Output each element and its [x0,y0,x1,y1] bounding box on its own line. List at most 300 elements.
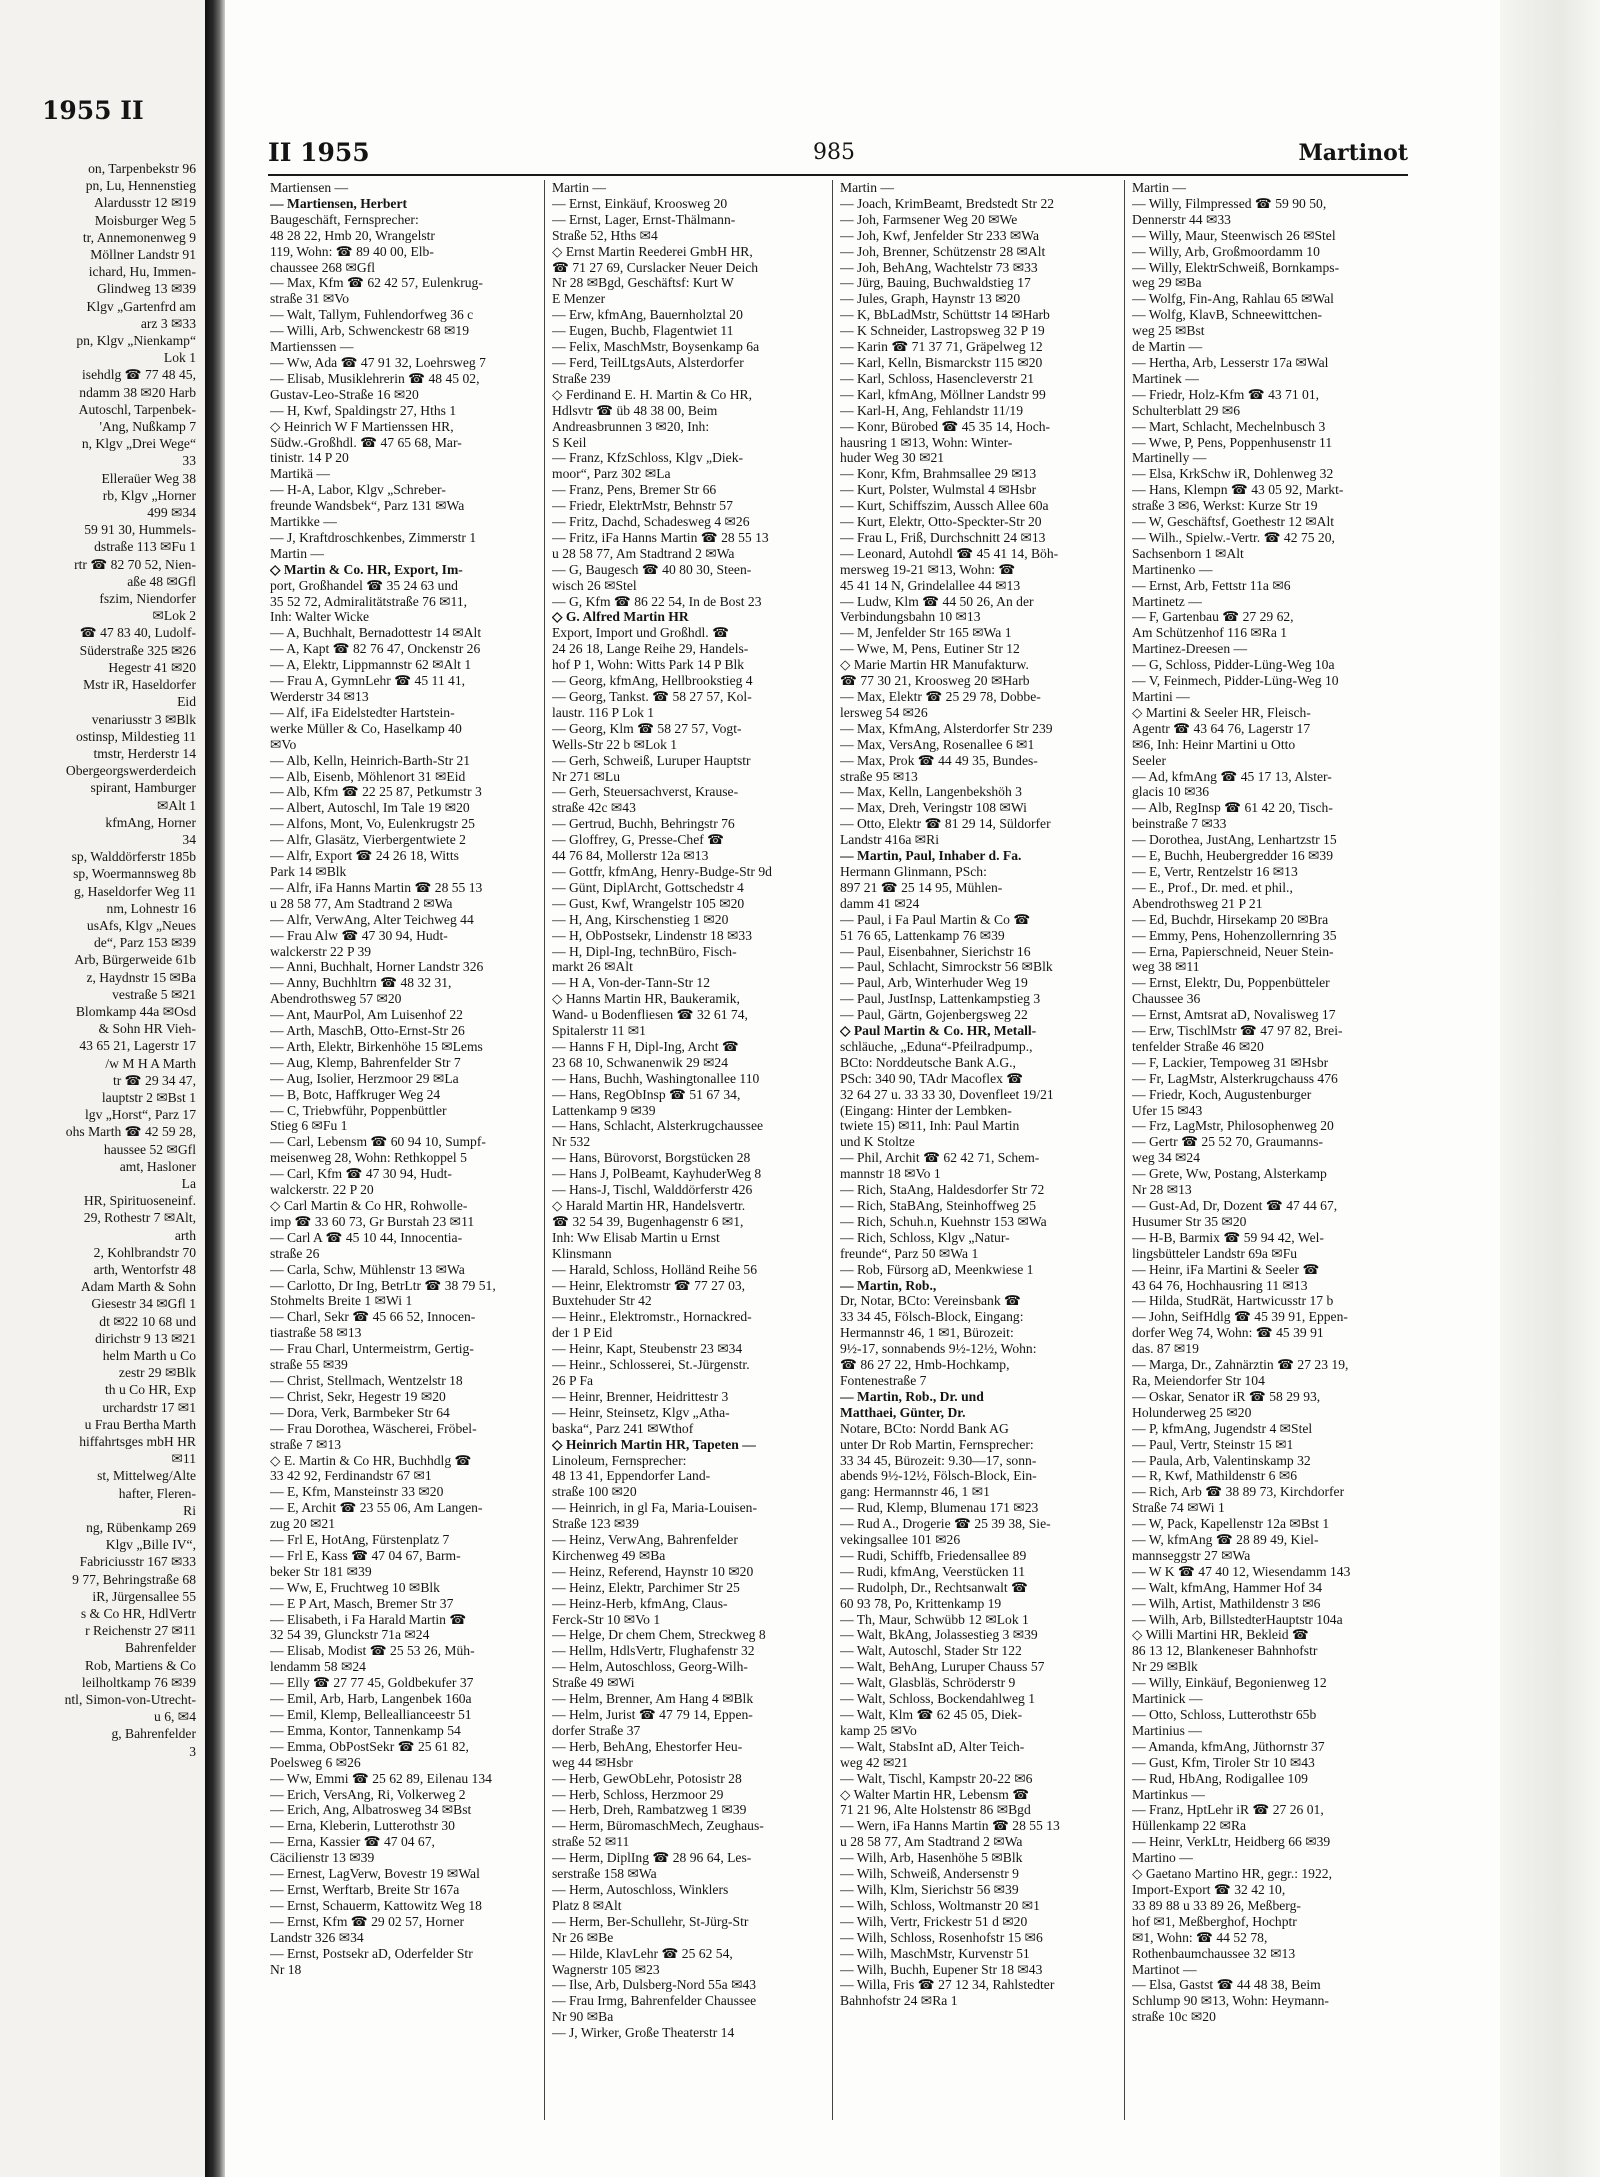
directory-entry-line: Nr 28 ✉13 [1132,1182,1192,1198]
directory-entry-line: — Ernst, Kfm ☎ 29 02 57, Horner [270,1913,465,1929]
strip-line: Bahrenfelder [125,1640,196,1656]
previous-page-text [0,160,200,1760]
strip-line: 2, Kohlbrandstr 70 [93,1244,196,1260]
directory-entry-line: 43 64 76, Hochhausring 11 ✉13 [1132,1277,1308,1293]
directory-entry-line: Martikke — [270,514,337,530]
strip-line: lgv „Horst“, Parz 17 [85,1107,196,1123]
directory-entry-line: — Paula, Arb, Valentinskamp 32 [1132,1452,1311,1468]
directory-entry-line: — Ad, kfmAng ☎ 45 17 13, Alster- [1132,768,1332,784]
strip-line: Moisburger Weg 5 [94,212,196,228]
strip-line: nm, Lohnestr 16 [106,900,196,916]
directory-entry-line: Chaussee 36 [1132,991,1201,1007]
directory-entry-line: (Eingang: Hinter der Lembken- [840,1102,1012,1118]
directory-entry-line: — Alfr, Glasätz, Vierbergentwiete 2 [270,832,466,848]
strip-line: Möllner Landstr 91 [90,247,196,263]
directory-entry-line: S Keil [552,434,587,450]
directory-entry-line: Verbindungsbahn 10 ✉13 [840,609,981,625]
directory-entry-line: — Aug, Klemp, Bahrenfelder Str 7 [270,1054,461,1070]
directory-entry-line: — Charl, Sekr ☎ 45 66 52, Innocen- [270,1309,476,1325]
directory-entry-line: — Paul, JustInsp, Lattenkampstieg 3 [840,991,1041,1007]
directory-entry-line: ◇ Ernst Martin Reederei GmbH HR, [552,243,753,259]
directory-entry-line: Dr, Notar, BCto: Vereinsbank ☎ [840,1293,1021,1309]
directory-entry-line: — John, SeifHdlg ☎ 45 39 91, Eppen- [1132,1309,1348,1325]
directory-entry-line: 60 93 78, Po, Krittenkamp 19 [840,1595,1002,1611]
directory-entry-line: Fontenestraße 7 [840,1372,927,1388]
directory-entry-line: — Walt, BkAng, Jolassestieg 3 ✉39 [840,1627,1038,1643]
directory-entry-line: — Walt, Glasbläs, Schröderstr 9 [840,1675,1016,1691]
directory-entry-line: — Erw, kfmAng, Bauernholztal 20 [552,307,743,323]
directory-entry-line: ✉6, Inh: Heinr Martini u Otto [1132,736,1296,752]
directory-entry-line: — Felix, MaschMstr, Boysenkamp 6a [552,339,760,355]
directory-entry-line: Martinez-Dreesen — [1132,641,1248,657]
directory-entry-line: hof P 1, Wohn: Witts Park 14 P Blk [552,657,745,673]
directory-entry-line: — Ww, Emmi ☎ 25 62 89, Eilenau 134 [270,1770,492,1786]
strip-line: pn, Klgv „Nienkamp“ [76,333,196,349]
directory-entry-line: laustr. 116 P Lok 1 [552,704,655,720]
directory-entry-line: — Otto, Elektr ☎ 81 29 14, Süldorfer [840,816,1051,832]
directory-entry-line: 44 76 84, Mollerstr 12a ✉13 [552,848,709,864]
directory-entry-line: — Alfr, VerwAng, Alter Teichweg 44 [270,911,474,927]
directory-entry-line: Klinsmann [552,1245,612,1261]
page-header [268,138,1408,176]
strip-line: Blomkamp 44a ✉Osd [75,1003,196,1019]
directory-entry-line: — Christ, Stellmach, Wentzelstr 18 [270,1372,463,1388]
directory-entry-line: — Hilde, KlavLehr ☎ 25 62 54, [552,1945,733,1961]
directory-entry-line: Hdlsvtr ☎ üb 48 38 00, Beim [552,402,718,418]
directory-entry-line: meisenweg 28, Wohn: Rethkoppel 5 [270,1150,467,1166]
directory-entry-line: Martino — [1132,1850,1193,1866]
directory-entry-line: Martin — [840,180,894,195]
strip-line: sp, Walddörferstr 185b [71,849,196,865]
directory-entry-line: — Albert, Autoschl, Im Tale 19 ✉20 [270,800,470,816]
directory-entry-line: Landstr 416a ✉Ri [840,832,939,848]
strip-line: sp, Woermannsweg 8b [73,866,196,882]
directory-entry-line: — Wilh, Schweiß, Andersenstr 9 [840,1866,1019,1882]
directory-entry-line: — Elisabeth, i Fa Harald Martin ☎ [270,1611,467,1627]
directory-entry-line: — Gust, Kwf, Wrangelstr 105 ✉20 [552,895,745,911]
directory-entry-line: Stohmelts Breite 1 ✉Wi 1 [270,1293,413,1309]
directory-entry-line: — Wern, iFa Hanns Martin ☎ 28 55 13 [840,1818,1060,1834]
strip-line: Elleraüer Weg 38 [101,470,196,486]
directory-entry-line: — Wilh, Arb, BillstedterHauptstr 104a [1132,1611,1343,1627]
strip-line: 59 91 30, Hummels- [84,522,196,538]
strip-line: Fabriciusstr 167 ✉33 [79,1554,196,1570]
directory-entry-line: — Carl A ☎ 45 10 44, Innocentia- [270,1229,463,1245]
directory-entry-line: ◇ G. Alfred Martin HR [552,609,689,625]
directory-entry-line: — Emma, Kontor, Tannenkamp 54 [270,1722,461,1738]
directory-entry-line: — Fritz, iFa Hanns Martin ☎ 28 55 13 [552,529,769,545]
directory-entry-line: — Hans, Bürovorst, Borgstücken 28 [552,1150,751,1166]
directory-entry-line: Ra, Meiendorfer Str 104 [1132,1372,1265,1388]
directory-entry-line: Martinot — [1132,1961,1197,1977]
directory-entry-line: Seeler [1132,752,1166,768]
directory-entry-line: — Frau Dorothea, Wäscherei, Fröbel- [270,1420,477,1436]
directory-entry-line: — Herb, BehAng, Ehestorfer Heu- [552,1738,743,1754]
strip-line: aße 48 ✉Gfl [127,573,196,589]
strip-line: arth [174,1227,196,1243]
directory-entry-line: straße 55 ✉39 [270,1357,348,1373]
directory-entry-line: straße 7 ✉13 [270,1436,342,1452]
directory-entry-line: Martinenko — [1132,561,1213,577]
directory-entry-line: Hermannstr 46, 1 ✉1, Bürozeit: [840,1325,1014,1341]
directory-entry-line: 71 21 96, Alte Holstenstr 86 ✉Bgd [840,1802,1031,1818]
directory-entry-line: 51 76 65, Lattenkamp 76 ✉39 [840,927,1005,943]
directory-entry-line: Straße 239 [552,370,611,386]
directory-entry-line: chaussee 268 ✉Gfl [270,259,376,275]
directory-entry-line: — Wilh, Klm, Sierichstr 56 ✉39 [840,1881,1019,1897]
directory-entry-line: Nr 29 ✉Blk [1132,1659,1198,1675]
directory-entry-line: — Karl, Kelln, Bismarckstr 115 ✉20 [840,354,1043,370]
directory-entry-line: — Hans-J, Tischl, Walddörferstr 426 [552,1182,753,1198]
directory-entry-line: — Hellm, HdlsVertr, Flughafenstr 32 [552,1643,755,1659]
directory-entry-line: Nr 271 ✉Lu [552,768,621,784]
strip-line: ndamm 38 ✉20 Harb [79,384,196,400]
directory-column-3 [840,180,1136,2137]
strip-line: spirant, Hamburger [90,780,196,796]
strip-line: /w M H A Marth [105,1055,196,1071]
directory-entry-line: u 28 58 77, Am Stadtrand 2 ✉Wa [270,895,453,911]
strip-line: zestr 29 ✉Blk [118,1365,196,1381]
directory-entry-line: — C, Triebwführ, Poppenbüttler [270,1102,447,1118]
strip-line: ohs Marth ☎ 42 59 28, [65,1124,196,1140]
directory-entry-line: Wagnerstr 105 ✉23 [552,1961,660,1977]
strip-line: Glindweg 13 ✉39 [97,281,196,297]
directory-entry-line: — Willy, ElektrSchweiß, Bornkamps- [1132,259,1340,275]
directory-entry-line: — F, Gartenbau ☎ 27 29 62, [1132,609,1294,625]
directory-entry-line: — Marga, Dr., Zahnärztin ☎ 27 23 19, [1132,1357,1349,1373]
directory-entry-line: — Rich, StaAng, Haldesdorfer Str 72 [840,1182,1045,1198]
directory-entry-line: Martinius — [1132,1722,1202,1738]
strip-line: n, Klgv „Drei Wege“ [81,436,196,452]
directory-entry-line: Werderstr 34 ✉13 [270,689,369,704]
directory-entry-line: 23 68 10, Schwanenwik 29 ✉24 [552,1054,729,1070]
directory-entry-line: weg 42 ✉21 [840,1754,909,1770]
directory-entry-line: port, Großhandel ☎ 35 24 63 und [270,577,458,593]
directory-entry-line: Martin — [552,180,606,195]
directory-entry-line: — Ed, Buchdr, Hirsekamp 20 ✉Bra [1132,911,1329,927]
directory-entry-line: Abendrothsweg 57 ✉20 [270,991,402,1007]
directory-entry-line: — Frl E, Kass ☎ 47 04 67, Barm- [270,1547,461,1563]
directory-entry-line: — Alb, Kfm ☎ 22 25 87, Petkumstr 3 [270,784,482,800]
directory-entry-line: — Hans, Buchh, Washingtonallee 110 [552,1070,760,1086]
strip-line: ichard, Hu, Immen- [88,264,196,280]
strip-line: st, Mittelweg/Alte [97,1468,196,1484]
directory-entry-line: — Gertrud, Buchh, Behringstr 76 [552,816,735,832]
strip-line: ✉Lok 2 [152,608,196,624]
directory-entry-line: beker Str 181 ✉39 [270,1563,372,1579]
directory-column-1 [270,180,566,2137]
directory-entry-line: — Ilse, Arb, Dulsberg-Nord 55a ✉43 [552,1977,757,1993]
directory-entry-line: — Willy, Einkäuf, Begonienweg 12 [1132,1675,1327,1691]
previous-page-header: 1955 II [42,96,144,125]
page-margin [1500,0,1600,2177]
strip-line: 33 [182,453,196,469]
directory-entry-line: — Ww, Ada ☎ 47 91 32, Loehrsweg 7 [270,354,486,370]
directory-entry-line: — Rich, Arb ☎ 38 89 73, Kirchdorfer [1132,1484,1345,1500]
directory-entry-line: — Gertr ☎ 25 52 70, Graumanns- [1132,1134,1323,1150]
directory-entry-line: — Heinrich, in gl Fa, Maria-Louisen- [552,1500,757,1516]
directory-entry-line: — J, Kraftdroschkenbes, Zimmerstr 1 [270,529,477,545]
directory-entry-line: — Rich, StaBAng, Steinhoffweg 25 [840,1198,1037,1213]
directory-entry-line: — Anni, Buchhalt, Horner Landstr 326 [270,959,484,975]
directory-entry-line: tinistr. 14 P 20 [270,450,349,466]
directory-entry-line: — Paul, Vertr, Steinstr 15 ✉1 [1132,1436,1294,1452]
directory-entry-line: — Kurt, Schiffszim, Aussch Allee 60a [840,498,1049,514]
directory-entry-line: — Heinr, VerkLtr, Heidberg 66 ✉39 [1132,1834,1331,1850]
directory-entry-line: de Martin — [1132,339,1203,355]
directory-entry-line: straße 26 [270,1245,320,1261]
directory-entry-line: ◇ Heinrich Martin HR, Tapeten — [552,1436,756,1452]
directory-entry-line: — Willi, Arb, Schwenckestr 68 ✉19 [270,323,469,339]
directory-entry-line: — Gust-Ad, Dr, Dozent ☎ 47 44 67, [1132,1198,1338,1213]
directory-entry-line: — A, Kapt ☎ 82 76 47, Onckenstr 26 [270,641,481,657]
strip-line: Lok 1 [163,350,196,366]
directory-entry-line: Schulterblatt 29 ✉6 [1132,402,1241,418]
strip-line: fszim, Niendorfer [99,591,196,607]
directory-entry-line: — Hertha, Arb, Lesserstr 17a ✉Wal [1132,354,1329,370]
directory-entry-line: Martinick — [1132,1691,1203,1707]
directory-entry-line: — Walt, kfmAng, Hammer Hof 34 [1132,1579,1323,1595]
directory-entry-line: ◇ Gaetano Martino HR, gegr.: 1922, [1132,1866,1332,1882]
directory-entry-line: — Herm, Autoschloss, Winklers [552,1881,729,1897]
directory-entry-line: glacis 10 ✉36 [1132,784,1210,800]
directory-entry-line: — Heinr., Schlosserei, St.-Jürgenstr. [552,1357,750,1373]
directory-entry-line: — Wilh, Vertr, Frickestr 51 d ✉20 [840,1913,1028,1929]
directory-entry-line: Martikä — [270,466,331,482]
strip-line: La [181,1175,196,1191]
directory-entry-line: — Erna, Kassier ☎ 47 04 67, [270,1834,435,1850]
directory-entry-line: — H-A, Labor, Klgv „Schreber- [270,482,446,498]
directory-entry-line: — Gust, Kfm, Tiroler Str 10 ✉43 [1132,1754,1315,1770]
directory-entry-line: weg 29 ✉Ba [1132,275,1202,291]
directory-entry-line: — Jürg, Bauing, Buchwaldstieg 17 [840,275,1031,291]
directory-entry-line: Stieg 6 ✉Fu 1 [270,1118,348,1134]
strip-line: tr ☎ 29 34 47, [112,1072,196,1088]
directory-entry-line: weg 44 ✉Hsbr [552,1754,633,1770]
directory-entry-line: Lattenkamp 9 ✉39 [552,1102,656,1118]
directory-entry-line: — Walt, Schloss, Bockendahlweg 1 [840,1691,1035,1707]
directory-entry-line: — Alb, Eisenb, Möhlenort 31 ✉Eid [270,768,466,784]
column-divider [1124,180,1125,2120]
directory-entry-line: mannstr 18 ✉Vo 1 [840,1166,941,1182]
strip-line: Adam Marth & Sohn [80,1279,196,1295]
directory-entry-line: 33 89 88 u 33 89 26, Meßberg- [1132,1897,1301,1913]
directory-entry-line: ✉Vo [270,736,297,752]
directory-column-4 [1132,180,1422,2137]
directory-entry-line: Am Schützenhof 116 ✉Ra 1 [1132,625,1288,641]
directory-entry-line: Hüllenkamp 22 ✉Ra [1132,1818,1247,1834]
directory-entry-line: abends 9½-12½, Fölsch-Block, Ein- [840,1468,1037,1484]
directory-entry-line: — Wwe, P, Pens, Poppenhusenstr 11 [1132,434,1333,450]
directory-entry-line: — Joh, BehAng, Wachtelstr 73 ✉33 [840,259,1038,275]
directory-entry-line: Nr 28 ✉Bgd, Geschäftsf: Kurt W [552,275,734,291]
directory-entry-line: — Rich, Schuh.n, Kuehnstr 153 ✉Wa [840,1213,1047,1229]
directory-entry-line: ◇ Walter Martin HR, Lebensm ☎ [840,1786,1030,1802]
directory-entry-line: — Franz, HptLehr iR ☎ 27 26 01, [1132,1802,1324,1818]
directory-entry-line: — Dora, Verk, Barmbeker Str 64 [270,1404,450,1420]
directory-entry-line: — E, Buchh, Heubergredder 16 ✉39 [1132,848,1334,864]
strip-line: ostinsp, Mildestieg 11 [76,728,196,744]
directory-entry-line: Inh: Walter Wicke [270,609,370,625]
directory-entry-line: — Carl, Kfm ☎ 47 30 94, Hudt- [270,1166,452,1182]
directory-entry-line: — Ww, E, Fruchtweg 10 ✉Blk [270,1579,440,1595]
directory-entry-line: walckerstr. 22 P 20 [270,1182,374,1198]
strip-line: lauptstr 2 ✉Bst 1 [101,1089,196,1105]
directory-entry-line: — Ernst, Amtsrat aD, Novalisweg 17 [1132,1007,1336,1023]
directory-entry-line: — W K ☎ 47 40 12, Wiesendamm 143 [1132,1563,1351,1579]
directory-entry-line: Martiensen — [270,180,349,195]
directory-entry-line: — Joach, KrimBeamt, Bredstedt Str 22 [840,195,1055,211]
directory-entry-line: ◇ Martini & Seeler HR, Fleisch- [1132,704,1311,720]
directory-entry-line: — Heinr, Steinsetz, Klgv „Atha- [552,1404,730,1420]
strip-line: urchardstr 17 ✉1 [102,1399,196,1415]
directory-entry-line: — Oskar, Senator iR ☎ 58 29 93, [1132,1388,1321,1404]
directory-entry-line: mersweg 19-21 ✉13, Wohn: ☎ [840,561,1016,577]
directory-entry-line: ◇ Hanns Martin HR, Baukeramik, [552,991,740,1007]
directory-entry-line: Buxtehuder Str 42 [552,1293,652,1309]
strip-line: 499 ✉34 [147,505,196,521]
directory-entry-line: — Joh, Brenner, Schützenstr 28 ✉Alt [840,243,1046,259]
page-number: 985 [813,140,855,165]
directory-entry-line: — Willy, Filmpressed ☎ 59 90 50, [1132,195,1327,211]
directory-entry-line: — E, Archit ☎ 23 55 06, Am Langen- [270,1500,483,1516]
directory-entry-line: — H-B, Barmix ☎ 59 94 42, Wel- [1132,1229,1324,1245]
directory-entry-line: — Wilh., Spielw.-Vertr. ☎ 42 75 20, [1132,529,1335,545]
strip-line: Obergeorgswerderdeich [65,763,196,779]
directory-entry-line: Baugeschäft, Fernsprecher: [270,211,419,227]
directory-entry-line: — Rud A., Drogerie ☎ 25 39 38, Sie- [840,1516,1051,1532]
directory-entry-line: — Wilh, MaschMstr, Kurvenstr 51 [840,1945,1030,1961]
directory-entry-line: lersweg 54 ✉26 [840,704,928,720]
directory-entry-line: huder Weg 30 ✉21 [840,450,945,466]
directory-entry-line: — Dorothea, JustAng, Lenhartzstr 15 [1132,832,1337,848]
directory-entry-line: — Harald, Schloss, Holländ Reihe 56 [552,1261,758,1277]
directory-entry-line: — Karl-H, Ang, Fehlandstr 11/19 [840,402,1023,418]
directory-entry-line: Platz 8 ✉Alt [552,1897,622,1913]
directory-entry-line: — B, Botc, Haffkruger Weg 24 [270,1086,441,1102]
directory-entry-line: Spitalerstr 11 ✉1 [552,1023,646,1039]
directory-entry-line: weg 25 ✉Bst [1132,323,1205,339]
directory-entry-line: PSch: 340 90, TAdr Macoflex ☎ [840,1070,1024,1086]
directory-entry-line: — Rob, Fürsorg aD, Meenkwiese 1 [840,1261,1034,1277]
directory-entry-line: Martinek — [1132,370,1199,386]
strip-line: z, Haydnstr 15 ✉Ba [86,969,196,985]
directory-entry-line: — H, Dipl-Ing, technBüro, Fisch- [552,943,737,959]
directory-entry-line: baska“, Parz 241 ✉Wthof [552,1420,694,1436]
directory-entry-line: — Carlotto, Dr Ing, BetrLtr ☎ 38 79 51, [270,1277,496,1293]
directory-entry-line: straße 10c ✉20 [1132,2009,1216,2025]
strip-line: vestraße 5 ✉21 [112,986,196,1002]
directory-entry-line: — Alb, Kelln, Heinrich-Barth-Str 21 [270,752,471,768]
directory-entry-line: — Th, Maur, Schwübb 12 ✉Lok 1 [840,1611,1029,1627]
directory-entry-line: — Emil, Klemp, Belleallianceestr 51 [270,1707,472,1722]
directory-entry-line: Südw.-Großhdl. ☎ 47 65 68, Mar- [270,434,462,450]
directory-entry-line: wisch 26 ✉Stel [552,577,637,593]
directory-entry-line: tenfelder Straße 46 ✉20 [1132,1038,1264,1054]
directory-entry-line: weg 38 ✉11 [1132,959,1200,975]
directory-entry-line: tiastraße 58 ✉13 [270,1325,362,1341]
directory-entry-line: — Elisab, Modist ☎ 25 53 26, Müh- [270,1643,475,1659]
directory-entry-line: — Hans J, PolBeamt, KayhuderWeg 8 [552,1166,762,1182]
directory-entry-line: — Gloffrey, G, Presse-Chef ☎ [552,832,725,848]
strip-line: 'Ang, Nußkamp 7 [99,419,196,435]
running-head: Martinot [1298,140,1408,166]
directory-entry-line: Straße 123 ✉39 [552,1516,639,1532]
directory-entry-line: unter Dr Rob Martin, Fernsprecher: [840,1436,1034,1452]
directory-entry-line: — Elisab, Musiklehrerin ☎ 48 45 02, [270,370,480,386]
directory-entry-line: twiete 15) ✉11, Inh: Paul Martin [840,1118,1020,1134]
directory-entry-line: — Walt, Tischl, Kampstr 20-22 ✉6 [840,1770,1033,1786]
directory-entry-line: — Ludw, Klm ☎ 44 50 26, An der [840,593,1034,609]
directory-entry-line: E Menzer [552,291,606,307]
directory-entry-line: — Willy, Maur, Steenwisch 26 ✉Stel [1132,227,1336,243]
directory-entry-line: — Hans, Klempn ☎ 43 05 92, Markt- [1132,482,1344,498]
strip-line: 43 65 21, Lagerstr 17 [79,1038,196,1054]
directory-entry-line: — H, ObPostsekr, Lindenstr 18 ✉33 [552,927,753,943]
strip-line: Ri [183,1502,196,1518]
directory-entry-line: — Max, Elektr ☎ 25 29 78, Dobbe- [840,689,1041,704]
directory-entry-line: — Georg, kfmAng, Hellbrookstieg 4 [552,673,753,689]
directory-entry-line: — Paul, Eisenbahner, Sierichstr 16 [840,943,1031,959]
directory-entry-line: ☎ 32 54 39, Bugenhagenstr 6 ✉1, [552,1213,744,1229]
directory-entry-line: — Ernest, LagVerw, Bovestr 19 ✉Wal [270,1866,480,1882]
strip-line: Mstr iR, Haseldorfer [83,677,196,693]
directory-entry-line: — Hans, RegObInsp ☎ 51 67 34, [552,1086,741,1102]
directory-entry-line: Dennerstr 44 ✉33 [1132,211,1231,227]
directory-entry-line: — Wilh, Schloss, Rosenhofstr 15 ✉6 [840,1929,1043,1945]
directory-entry-line: u 28 58 77, Am Stadtrand 2 ✉Wa [840,1834,1023,1850]
directory-entry-line: u 28 58 77, Am Stadtrand 2 ✉Wa [552,545,735,561]
directory-entry-line: — Karin ☎ 71 37 71, Gräpelweg 12 [840,339,1043,355]
directory-entry-line: — Max, Prok ☎ 44 49 35, Bundes- [840,752,1038,768]
strip-line: ng, Rübenkamp 269 [86,1520,196,1536]
directory-entry-line: — Frl E, HotAng, Fürstenplatz 7 [270,1532,450,1548]
directory-entry-line: — Carla, Schw, Mühlenstr 13 ✉Wa [270,1261,465,1277]
directory-entry-line: — Frau Irmg, Bahrenfelder Chaussee [552,1993,757,2009]
directory-entry-line: Rothenbaumchaussee 32 ✉13 [1132,1945,1296,1961]
directory-entry-line: — Frau Charl, Untermeistrm, Gertig- [270,1341,474,1357]
strip-line: ☎ 47 83 40, Ludolf- [79,625,196,641]
directory-entry-line: gang: Hermannstr 46, 1 ✉1 [840,1484,990,1500]
directory-entry-line: — Walt, Tallym, Fuhlendorfweg 36 c [270,307,474,323]
directory-entry-line: straße 100 ✉20 [552,1484,637,1500]
directory-entry-line: — E P Art, Masch, Bremer Str 37 [270,1595,454,1611]
strip-line: helm Marth u Co [102,1348,196,1364]
directory-entry-line: Bahnhofstr 24 ✉Ra 1 [840,1993,958,2009]
directory-entry-line: — Gerh, Schweiß, Luruper Hauptstr [552,752,751,768]
directory-entry-line: — Fritz, Dachd, Schadesweg 4 ✉26 [552,514,750,530]
directory-entry-line: weg 34 ✉24 [1132,1150,1201,1166]
directory-entry-line: — H A, Von-der-Tann-Str 12 [552,975,710,991]
directory-entry-line: straße 31 ✉Vo [270,291,350,307]
strip-line: rtr ☎ 82 70 52, Nien- [74,556,196,572]
directory-entry-line: — Emmy, Pens, Hohenzollernring 35 [1132,927,1337,943]
directory-entry-line: — Ernst, Einkäuf, Kroosweg 20 [552,195,728,211]
directory-entry-line: — Erna, Kleberin, Lutterothstr 30 [270,1818,455,1834]
directory-entry-line: — Heinr, Kapt, Steubenstr 23 ✉34 [552,1341,743,1357]
directory-entry-line: — K Schneider, Lastropsweg 32 P 19 [840,323,1045,339]
directory-entry-line: Kirchenweg 49 ✉Ba [552,1547,666,1563]
directory-entry-line: freunde Wandsbek“, Parz 131 ✉Wa [270,498,465,514]
strip-line: dstraße 113 ✉Fu 1 [94,539,196,555]
directory-entry-line: — Gottfr, kfmAng, Henry-Budge-Str 9d [552,863,772,879]
strip-line: Rob, Martiens & Co [84,1657,196,1673]
directory-entry-line: und K Stoltze [840,1134,915,1150]
directory-entry-line: Park 14 ✉Blk [270,863,347,879]
directory-entry-line: ◇ Ferdinand E. H. Martin & Co HR, [552,386,752,402]
strip-line: Autoschl, Tarpenbek- [78,401,196,417]
directory-entry-line: — V, Feinmech, Pidder-Lüng-Weg 10 [1132,673,1339,689]
